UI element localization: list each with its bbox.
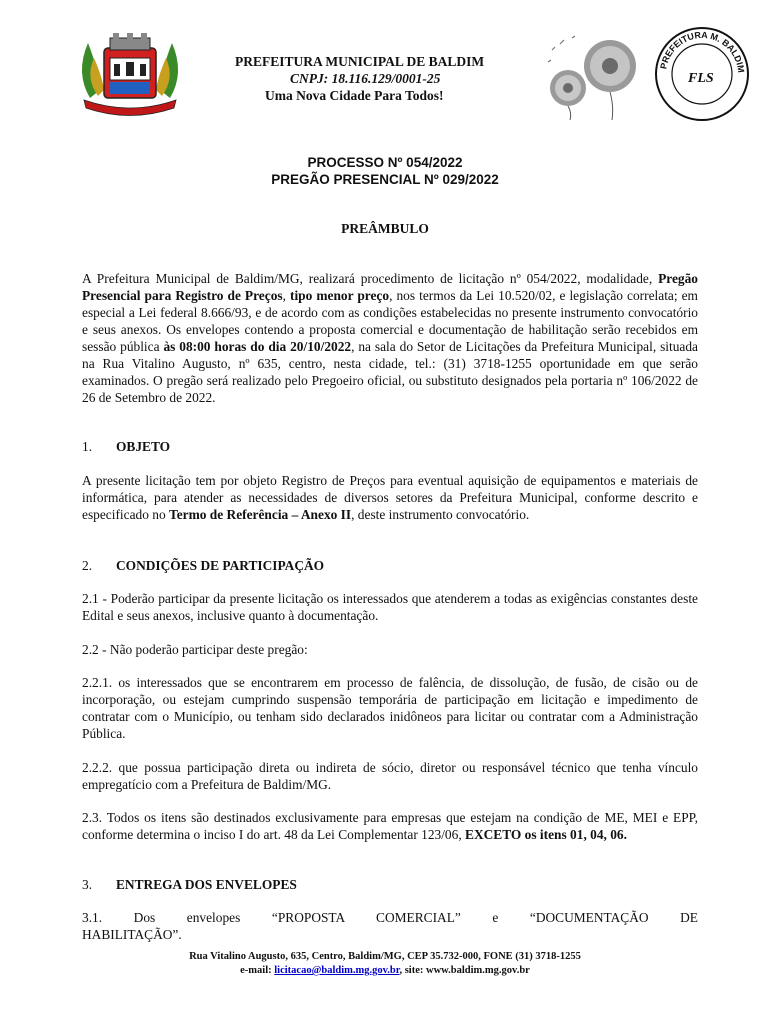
footer-address: Rua Vitalino Augusto, 635, Centro, Baldim/MG, CEP 35.732-000, FONE (31) 3718-1255: [189, 951, 581, 962]
header-slogan: Uma Nova Cidade Para Todos!: [265, 88, 444, 103]
section-2-heading: 2. CONDIÇÕES DE PARTICIPAÇÃO: [82, 558, 325, 573]
footer-email-link[interactable]: licitacao@baldim.mg.gov.br: [274, 965, 400, 976]
clause-2-3: 2.3. Todos os itens são destinados exclusivamente para empresas que estejam na condição de ME, MEI e EPP, conforme determina o inciso I do art. 48 da Lei Complementar 123/06, EXCETO os itens 01, 04, 06.: [82, 810, 698, 842]
preambulo-heading: PREÂMBULO: [341, 221, 429, 236]
preamble-paragraph: A Prefeitura Municipal de Baldim/MG, realizará procedimento de licitação nº 054/2022, modalidade, Pregão Presencial para Registro de Preços, tipo menor preço, nos termos da Lei 10.520/02, e legislação correlata; em especial a Lei federal 8.666/93, e de acordo com as condições estabelecidas no presente instrumento convocatório e seus anexos. Os envelopes contendo a proposta comercial e documentação de habilitação serão recebidos em sessão pública às 08:00 horas do dia 20/10/2022, na sala do Setor de Licitações da Prefeitura Municipal, situada na Rua Vitalino Augusto, nº 635, centro, nesta cidade, tel.: (31) 3718-1255 oportunidade em que serão examinados. O pregão será realizado pelo Pregoeiro oficial, ou substituto designados pela portaria nº 106/2022 de 26 de Setembro de 2022.: [82, 271, 699, 405]
dandelion-illustration: [540, 28, 640, 120]
section-1-heading: 1. OBJETO: [82, 439, 171, 454]
processo-title: PROCESSO Nº 054/2022: [307, 155, 463, 170]
coat-of-arms-logo: [70, 28, 190, 116]
pregao-title: PREGÃO PRESENCIAL Nº 029/2022: [271, 172, 499, 187]
stamp-label: FLS: [688, 71, 714, 86]
section-3-heading: 3. ENTREGA DOS ENVELOPES: [82, 877, 297, 892]
header-cnpj: CNPJ: 18.116.129/0001-25: [290, 71, 441, 86]
section-1-paragraph: A presente licitação tem por objeto Registro de Preços para eventual aquisição de equipamentos e materiais de informática, para atender as necessidades de diversos setores da Prefeitura Municipal, conforme descrito e especificado no Termo de Referência – Anexo II, deste instrumento convocatório.: [82, 473, 698, 522]
svg-text:PREFEITURA M. BALDIM: [658, 30, 746, 73]
footer-contact: e-mail: licitacao@baldim.mg.gov.br, site: www.baldim.mg.gov.br: [240, 965, 530, 976]
clause-2-2-2: 2.2.2. que possua participação direta ou indireta de sócio, diretor ou responsável técnico que tenha vínculo empregatício com a Prefeitura de Baldim/MG.: [82, 760, 698, 792]
clause-2-2: 2.2 - Não poderão participar deste pregão:: [82, 642, 308, 657]
seal-text: PREFEITURA M. BALDIM: [658, 29, 747, 74]
clause-2-1: 2.1 - Poderão participar da presente licitação os interessados que atenderem a todas as exigências constantes deste Edital e seus anexos, inclusive quanto à documentação.: [82, 591, 698, 623]
clause-3-1: 3.1. Dos envelopes “PROPOSTA COMERCIAL” e “DOCUMENTAÇÃO DE HABILITAÇÃO”.: [82, 910, 698, 942]
clause-2-2-1: 2.2.1. os interessados que se encontrarem em processo de falência, de dissolução, de fusão, de cisão ou de incorporação, ou estejam cumprindo suspensão temporária de participação em licitação e impedimento de contratar com o Município, ou tenham sido declarados inidôneos para licitar ou contratar com a Administração Pública.: [82, 675, 698, 741]
header-title: PREFEITURA MUNICIPAL DE BALDIM: [235, 54, 485, 69]
